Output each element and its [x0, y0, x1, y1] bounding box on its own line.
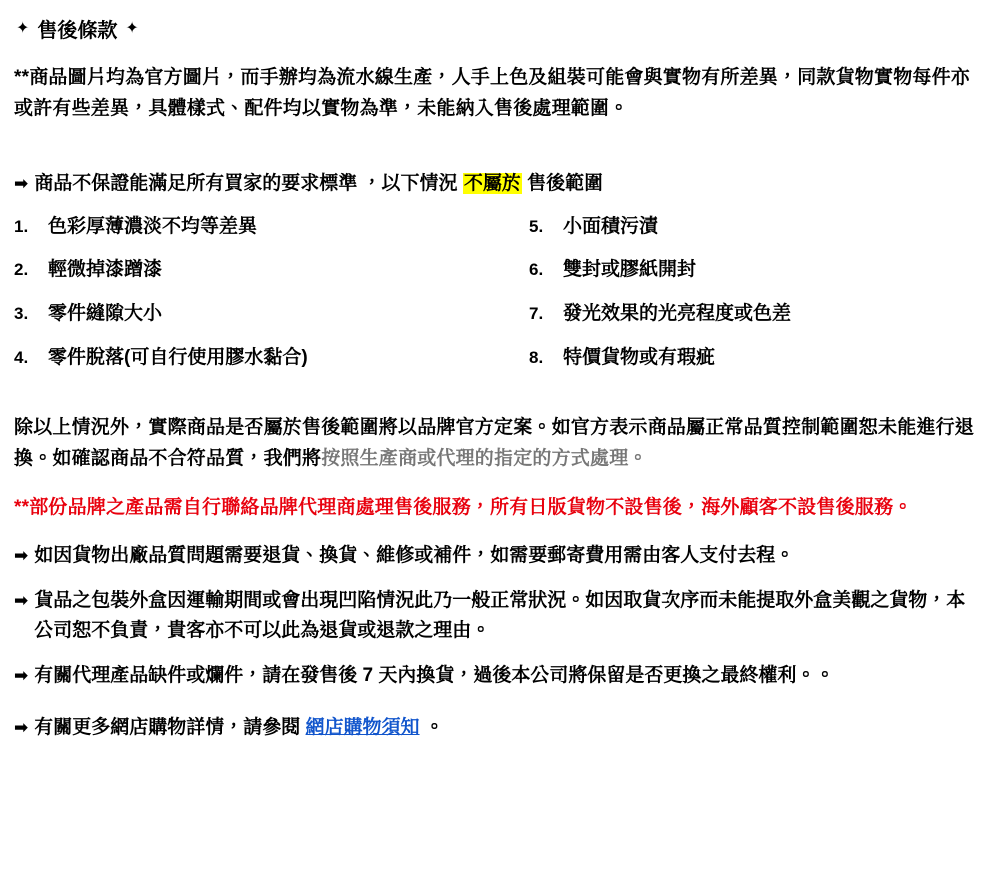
- spacer: [14, 653, 984, 661]
- exclusion-list-right: [529, 213, 984, 371]
- list-item: [14, 213, 499, 241]
- list-item-number: 2.: [14, 260, 29, 280]
- list-item: [14, 256, 499, 284]
- policy-text-gray: 按照生產商或代理的指定的方式處理。: [321, 447, 648, 469]
- shopping-guide-link[interactable]: 網店購物須知: [305, 716, 420, 738]
- bullet-box-condition: [14, 586, 984, 647]
- list-item-number: 3.: [14, 304, 29, 324]
- agent-notice-paragraph: **部份品牌之產品需自行聯絡品牌代理商處理售後服務，所有日版貨物不設售後，海外顧客不設售後服務。: [14, 496, 913, 518]
- list-item-label: 特價貨物或有瑕疵: [563, 346, 716, 368]
- arrow-right-icon: ➡: [14, 717, 29, 737]
- exclusion-list-left: [14, 213, 499, 371]
- list-item-label: 輕微掉漆蹭漆: [48, 259, 163, 281]
- page-title-text: 售後條款: [37, 20, 118, 42]
- bullet-more-info-after: 。: [419, 716, 444, 738]
- bullet-more-info-text: [34, 713, 984, 743]
- list-item-label: 零件脫落(可自行使用膠水黏合): [48, 346, 308, 368]
- spacer: [14, 697, 984, 713]
- list-item: [529, 256, 984, 284]
- list-item-label: 零件縫隙大小: [48, 303, 163, 325]
- list-item: [529, 344, 984, 372]
- list-item-number: 1.: [14, 216, 29, 236]
- exclusion-list-column-left: [14, 213, 499, 387]
- list-item-number: 7.: [529, 304, 544, 324]
- exclusion-heading-before: 商品不保證能滿足所有買家的要求標準 ，以下情況: [34, 172, 463, 194]
- page-title: [16, 14, 984, 43]
- list-item: [14, 300, 499, 328]
- exclusion-list: [14, 213, 984, 387]
- exclusion-heading-highlight: 不屬於: [463, 172, 521, 194]
- list-item-label: 色彩厚薄濃淡不均等差異: [48, 215, 258, 237]
- arrow-right-icon: ➡: [14, 173, 29, 193]
- list-item-number: 6.: [529, 260, 544, 280]
- list-item-label: 雙封或膠紙開封: [563, 259, 697, 281]
- list-item: [14, 344, 499, 372]
- list-item-number: 5.: [529, 216, 544, 236]
- list-item-label: 小面積污漬: [563, 215, 659, 237]
- spacer: [14, 387, 984, 413]
- bullet-more-info-before: 有關更多網店購物詳情，請參閱: [34, 716, 306, 738]
- list-item-number: 4.: [14, 347, 29, 367]
- exclusion-list-column-right: [499, 213, 984, 387]
- bullet-shipping-fee-text: 如因貨物出廠品質問題需要退貨、換貨、維修或補件，如需要郵寄費用需由客人支付去程。: [34, 545, 795, 567]
- exclusion-heading: [14, 169, 984, 199]
- arrow-right-icon: ➡: [14, 590, 29, 610]
- arrow-right-icon: ➡: [14, 546, 29, 566]
- bullet-missing-parts-text: 有關代理產品缺件或爛件，請在發售後 7 天內換貨，過後本公司將保留是否更換之最終權利。。: [34, 664, 835, 686]
- intro-paragraph: **商品圖片均為官方圖片，而手辦均為流水線生產，人手上色及組裝可能會與實物有所差異，同款貨物實物每件亦或許有些差異，具體樣式、配件均以實物為準，未能納入售後處理範圍。: [14, 67, 970, 119]
- star-icon-left: ✦: [16, 19, 30, 37]
- list-item-label: 發光效果的光亮程度或色差: [563, 303, 792, 325]
- policy-text-part1: 除以上情況外，實際商品是否屬於售後範圍將以品牌官方定案。如官方表示商品屬正常品質控制範圍恕未能進行退換。如確認商品不合符品質，我們將: [14, 417, 975, 469]
- bullet-shipping-fee: [14, 541, 984, 571]
- list-item: [529, 213, 984, 241]
- bullet-more-info: [14, 713, 984, 743]
- exclusion-heading-after: 售後範圍: [521, 172, 604, 194]
- policy-paragraph: [14, 413, 984, 475]
- spacer: [14, 578, 984, 586]
- bullet-box-condition-text: 貨品之包裝外盒因運輸期間或會出現凹陷情況此乃一般正常狀況。如因取貨次序而未能提取外盒美觀之貨物，本公司恕不負責，貴客亦不可以此為退貨或退款之理由。: [34, 589, 966, 642]
- list-item-number: 8.: [529, 347, 544, 367]
- spacer: [14, 143, 984, 169]
- star-icon-right: ✦: [125, 19, 139, 37]
- list-item: [529, 300, 984, 328]
- exclusion-heading-text: [34, 169, 984, 199]
- arrow-right-icon: ➡: [14, 665, 29, 685]
- bullet-missing-parts: [14, 661, 984, 691]
